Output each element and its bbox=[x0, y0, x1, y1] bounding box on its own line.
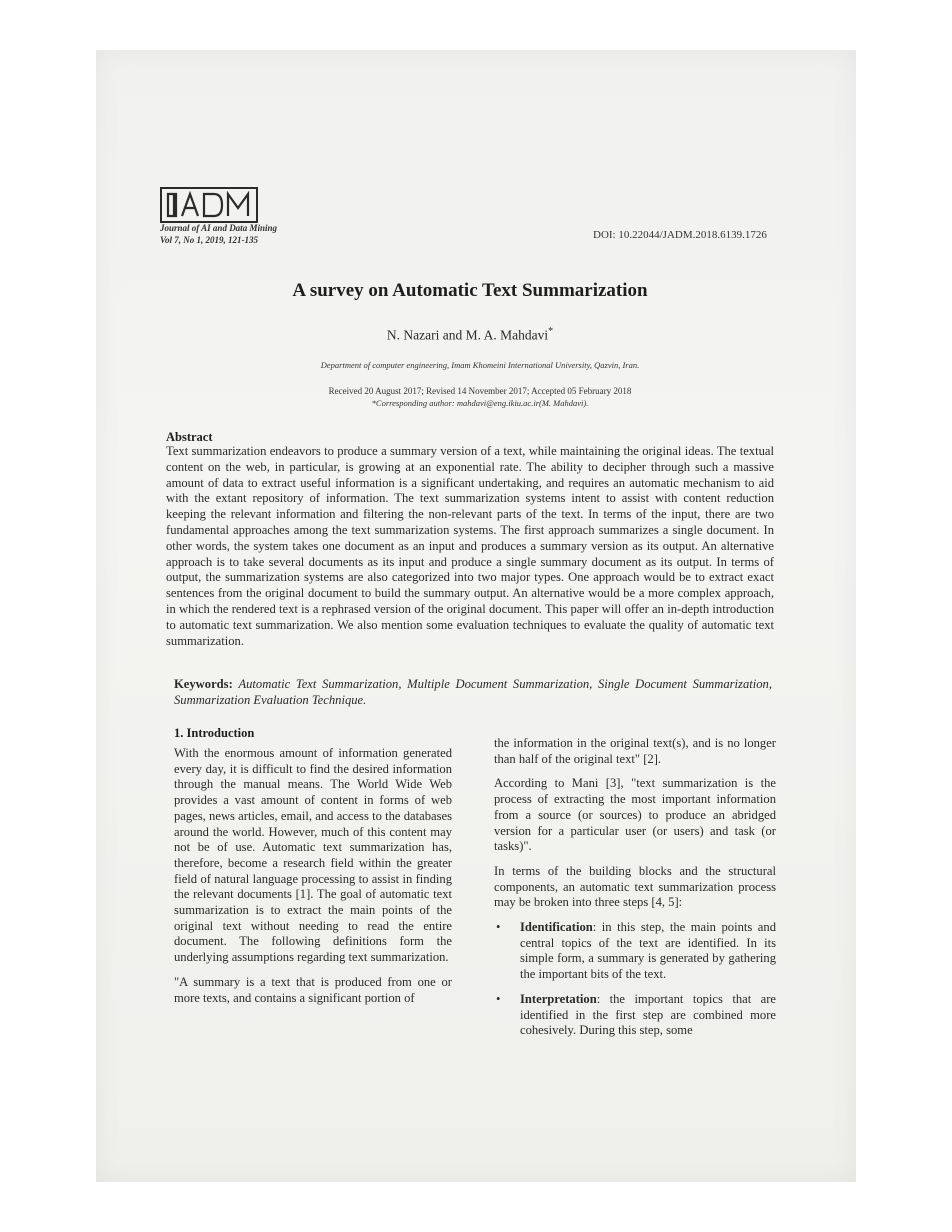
paragraph: With the enormous amount of information generated every day, it is difficult to find the desired information through the manual means. The World Wide Web provides a vast amount of content in forms of web pages, news articles, email, and access to the databases around the world. However, much of this content may not be of use. Automatic text summarization has, therefore, become a research field within the greater field of natural language processing to assist in finding the relevant documents [1]. The goal of automatic text summarization is to extract the main points of the original text without needing to read the entire document. The following definitions form the underlying assumptions regarding text summarization. bbox=[174, 746, 452, 965]
abstract-body: Text summarization endeavors to produce a summary version of a text, while maintaining the original ideas. The textual content on the web, in particular, is growing at an exponential rate. The ability to decipher through such a massive amount of data to extract useful information is a significant undertaking, and requires an automatic mechanism to aid with the extant repository of information. The text summarization systems intent to assist with content reduction keeping the relevant information and filtering the non-relevant parts of the text. In terms of the input, there are two fundamental approaches among the text summarization systems. The first approach summarizes a single document. In other words, the system takes one document as an input and produces a summary version as its output. An alternative approach is to take several documents as its input and produce a single summary document as its output. In terms of output, the summarization systems are also categorized into two major types. One approach would be to extract exact sentences from the original document to build the summary output. An alternative would be a more complex approach, in which the rendered text is a rephrased version of the original document. This paper will offer an in-depth introduction to automatic text summarization. We also mention some evaluation techniques to evaluate the quality of automatic text summarization. bbox=[166, 444, 774, 648]
list-item-text: : in this step, the main points and central topics of the text are identified. In its simple form, a summary is generated by gathering the important bits of the text. bbox=[520, 920, 776, 982]
authors bbox=[200, 326, 740, 344]
keywords bbox=[174, 676, 772, 708]
journal-logo bbox=[160, 186, 258, 224]
paragraph: the information in the original text(s), and is no longer than half of the original text" [2]. bbox=[494, 736, 776, 766]
bullet-icon: • bbox=[496, 920, 501, 935]
corresponding-mark: * bbox=[548, 326, 554, 337]
bullet-icon: • bbox=[496, 991, 501, 1006]
keywords-label: Keywords: bbox=[174, 677, 233, 691]
right-column bbox=[494, 736, 776, 1048]
paragraph: According to Mani [3], "text summarization is the process of extracting the most important information from a source (or sources) to produce an abridged version for a particular user (or users) and task (or tasks)". bbox=[494, 776, 776, 854]
paragraph: In terms of the building blocks and the structural components, an automatic text summarization process may be broken into three steps [4, 5]: bbox=[494, 863, 776, 910]
journal-name: Journal of AI and Data Mining bbox=[160, 223, 277, 233]
keywords-text: Automatic Text Summarization, Multiple Document Summarization, Single Document Summarization, Summarization Evaluation Technique. bbox=[174, 677, 772, 707]
author-names: N. Nazari and M. A. Mahdavi bbox=[386, 327, 549, 343]
section-heading-introduction: 1. Introduction bbox=[174, 726, 255, 740]
paper-title: A survey on Automatic Text Summarization bbox=[292, 280, 648, 301]
paragraph: "A summary is a text that is produced from one or more texts, and contains a significant portion of bbox=[174, 974, 452, 1005]
jadm-logo-icon bbox=[160, 186, 258, 224]
list-item-text: : the important topics that are identified in the first step are combined more cohesively. During this step, some bbox=[520, 991, 776, 1038]
submission-dates: Received 20 August 2017; Revised 14 November 2017; Accepted 05 February 2018 bbox=[328, 386, 632, 396]
doi: DOI: 10.22044/JADM.2018.6139.1726 bbox=[593, 229, 767, 241]
list-item bbox=[494, 920, 776, 983]
list-item-term: Identification bbox=[520, 920, 593, 935]
corresponding-author: *Corresponding author: mahdavi@eng.ikiu.ac.ir(M. Mahdavi). bbox=[371, 398, 589, 408]
abstract-heading: Abstract bbox=[166, 430, 213, 444]
left-column bbox=[174, 746, 452, 1015]
volume-info: Vol 7, No 1, 2019, 121-135 bbox=[160, 235, 259, 245]
list-item-term: Interpretation bbox=[520, 991, 597, 1006]
steps-list bbox=[494, 920, 776, 1039]
list-item bbox=[494, 992, 776, 1039]
affiliation: Department of computer engineering, Imam Khomeini International University, Qazvin, Iran. bbox=[320, 360, 640, 370]
